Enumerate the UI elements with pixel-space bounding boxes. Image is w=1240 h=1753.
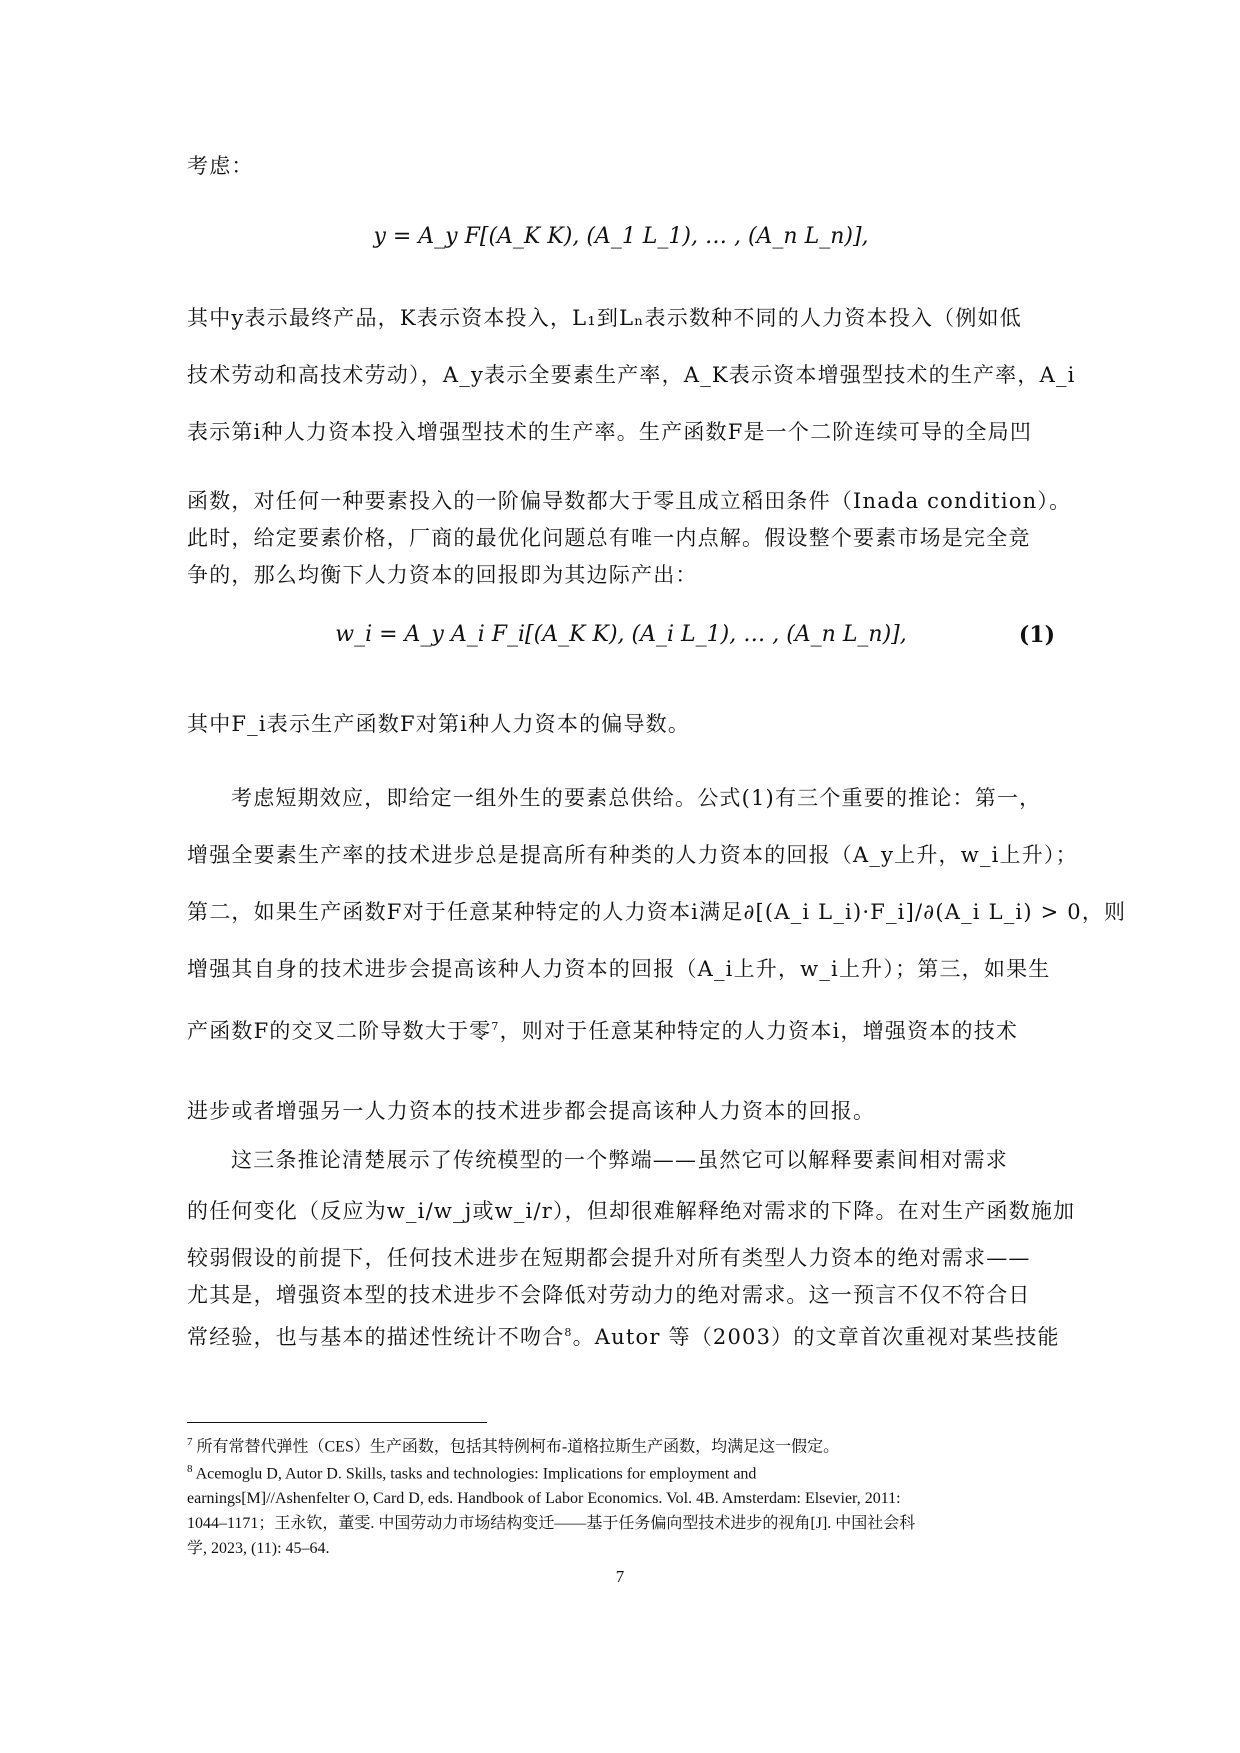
wage-equation <box>187 622 1055 647</box>
production-equation: y = A_y F[(A_K K), (A_1 L_1), … , (A_n L_n)], <box>373 224 869 249</box>
text-line: 这三条推论清楚展示了传统模型的一个弊端——虽然它可以解释要素间相对需求 <box>231 1148 1008 1172</box>
text-line: 表示第i种人力资本投入增强型技术的生产率。生产函数F是一个二阶连续可导的全局凹 <box>187 420 1033 444</box>
text-line <box>187 998 1055 1060</box>
footnote-number: 7 <box>187 1436 193 1448</box>
text-segment: 。Autor 等（2003）的文章首次重视对某些技能 <box>572 1325 1060 1349</box>
footnote-ref-7[interactable]: 7 <box>491 1020 500 1033</box>
wage-equation-body: w_i = A_y A_i F_i[(A_K K), (A_i L_1), … , (A_n L_n)], <box>335 622 907 647</box>
text-segment: ，则对于任意某种特定的人力资本i，增强资本的技术 <box>499 1019 1019 1043</box>
paragraph-short-run-end: 进步或者增强另一人力资本的技术进步都会提高该种人力资本的回报。 <box>187 1099 876 1123</box>
intro-text: 考虑： <box>187 154 254 178</box>
text-line: 较弱假设的前提下，任何技术进步在短期都会提升对所有类型人力资本的绝对需求—— <box>187 1246 1031 1270</box>
text-line <box>187 1457 1055 1486</box>
text-line: 第二，如果生产函数F对于任意某种特定的人力资本i满足∂[(A_i L_i)·F_i]/∂(A_i L_i) > 0，则 <box>187 900 1127 924</box>
paragraph-short-run-cont <box>187 827 1127 1060</box>
text-line: 1044–1171；王永钦，董雯. 中国劳动力市场结构变迁——基于任务偏向型技术进步的视角[J]. 中国社会科 <box>187 1515 916 1533</box>
paragraph-definitions-cont <box>187 483 1072 594</box>
text-line: 争的，那么均衡下人力资本的回报即为其边际产出： <box>187 563 698 587</box>
text-line: 增强其自身的技术进步会提高该种人力资本的回报（A_i上升，w_i上升）；第三，如果生 <box>187 957 1051 981</box>
equation-number: (1) <box>1018 622 1055 648</box>
footnote-text: 所有常替代弹性（CES）生产函数，包括其特例柯布-道格拉斯生产函数，均满足这一假定。 <box>196 1438 840 1456</box>
footnote-separator <box>187 1422 487 1423</box>
footnote-7 <box>187 1430 1055 1459</box>
text-line <box>187 1314 1060 1356</box>
text-line: 其中y表示最终产品，K表示资本投入，L₁到Lₙ表示数种不同的人力资本投入（例如低 <box>187 306 1022 330</box>
text-line: 此时，给定要素价格，厂商的最优化问题总有唯一内点解。假设整个要素市场是完全竞 <box>187 526 1031 550</box>
page-number: 7 <box>615 1567 625 1586</box>
paragraph-short-run <box>187 770 1055 827</box>
footnote-ref-8[interactable]: 8 <box>564 1326 573 1339</box>
paragraph-critique <box>187 1142 1055 1179</box>
text-line: 技术劳动和高技术劳动），A_y表示全要素生产率，A_K表示资本增强型技术的生产率，A_i <box>187 363 1076 387</box>
paragraph-definitions <box>187 290 1076 461</box>
text-line: 函数，对任何一种要素投入的一阶偏导数都大于零且成立稻田条件（Inada condition）。 <box>187 489 1072 513</box>
text-line: 考虑短期效应，即给定一组外生的要素总供给。公式(1)有三个重要的推论：第一， <box>231 786 1042 810</box>
text-line: earnings[M]//Ashenfelter O, Card D, eds. Handbook of Labor Economics. Vol. 4B. Amsterdam: Elsevier, 2011: <box>187 1490 901 1508</box>
text-segment: 常经验，也与基本的描述性统计不吻合 <box>187 1325 565 1349</box>
text-line: 增强全要素生产率的技术进步总是提高所有种类的人力资本的回报（A_y上升，w_i上升）； <box>187 843 1078 867</box>
paragraph-critique-cont <box>187 1240 1060 1356</box>
text-line: 学, 2023, (11): 45–64. <box>187 1540 330 1558</box>
text-segment: 产函数F的交叉二阶导数大于零 <box>187 1019 492 1043</box>
footnote-8 <box>187 1457 1055 1561</box>
footnote-text: Acemoglu D, Autor D. Skills, tasks and technologies: Implications for employment and <box>195 1465 757 1483</box>
paragraph-critique-line2: 的任何变化（反应为w_i/w_j或w_i/r），但却很难解释绝对需求的下降。在对生产函数施加 <box>187 1199 1076 1223</box>
text-line: 尤其是，增强资本型的技术进步不会降低对劳动力的绝对需求。这一预言不仅不符合日 <box>187 1283 1031 1307</box>
paragraph-partial-derivative: 其中F_i表示生产函数F对第i种人力资本的偏导数。 <box>187 712 691 736</box>
footnote-number: 8 <box>187 1463 193 1475</box>
